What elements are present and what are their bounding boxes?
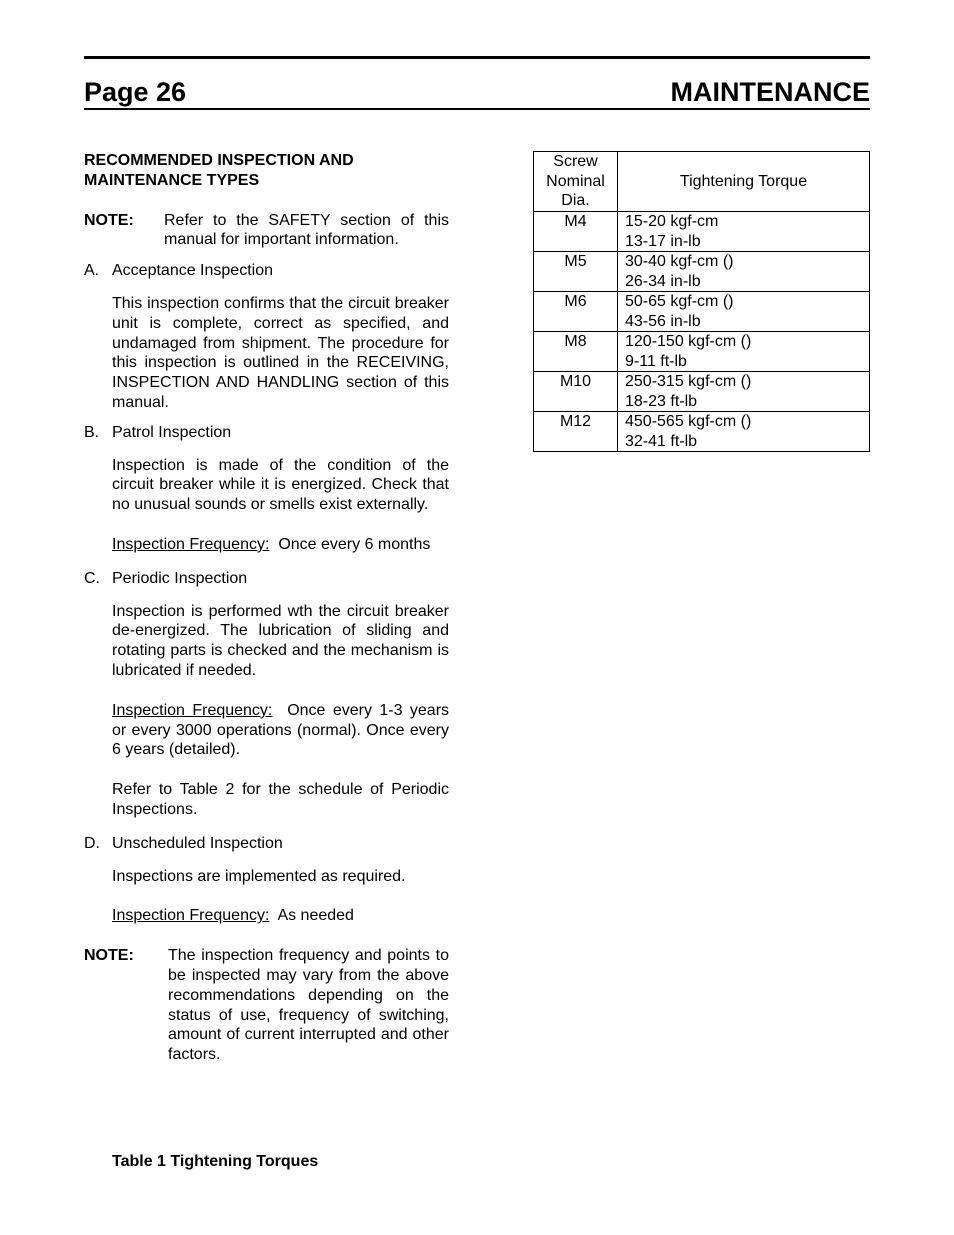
table-row — [534, 292, 870, 332]
periodic-table-reference: Refer to Table 2 for the schedule of Periodic Inspections. — [112, 781, 449, 818]
periodic-frequency: Inspection Frequency: Once every 1-3 years or every 3000 operations (normal). Once every 6 years (detailed). — [112, 701, 450, 759]
torque-cell: 15-20 kgf-cm 13-17 in-lb — [618, 212, 870, 252]
table-header-row — [534, 152, 870, 212]
table-row — [534, 332, 870, 372]
table-row — [534, 252, 870, 292]
screw-dia-cell: M6 — [534, 292, 618, 332]
screw-dia-cell: M4 — [534, 212, 618, 252]
screw-dia-cell: M10 — [534, 372, 618, 412]
torque-cell: 30-40 kgf-cm () 26-34 in-lb — [618, 252, 870, 292]
patrol-frequency: Inspection Frequency: Once every 6 months — [112, 535, 431, 553]
item-title: Acceptance Inspection — [112, 262, 273, 280]
table-row — [534, 412, 870, 452]
note-label: NOTE: — [84, 211, 134, 229]
safety-note — [84, 211, 449, 251]
note-label: NOTE: — [84, 947, 134, 965]
header-top-rule — [84, 56, 870, 59]
left-column — [84, 151, 449, 1076]
table-caption: Table 1 Tightening Torques — [112, 1153, 319, 1170]
torque-cell: 250-315 kgf-cm () 18-23 ft-lb — [618, 372, 870, 412]
torque-cell: 450-565 kgf-cm () 32-41 ft-lb — [618, 412, 870, 452]
frequency-note — [84, 946, 449, 1065]
item-title: Patrol Inspection — [112, 423, 232, 441]
unscheduled-body: Inspections are implemented as required. — [112, 867, 406, 885]
header-tightening-torque: Tightening Torque — [618, 152, 870, 212]
section-title: MAINTENANCE — [670, 77, 870, 107]
header-screw-dia: Screw Nominal Dia. — [534, 152, 618, 212]
item-title: Unscheduled Inspection — [112, 834, 283, 852]
torque-cell: 120-150 kgf-cm () 9-11 ft-lb — [618, 332, 870, 372]
item-acceptance-inspection: A. Acceptance Inspection — [84, 262, 273, 280]
periodic-body: Inspection is performed wth the circuit breaker de-energized. The lubrication of sliding and rotating parts is checked and the mechanism is lubricated if needed. — [112, 602, 449, 679]
section-heading: RECOMMENDED INSPECTION AND MAINTENANCE TYPES — [84, 152, 354, 189]
tightening-torque-table — [533, 151, 870, 452]
unscheduled-frequency: Inspection Frequency: As needed — [112, 907, 354, 925]
torque-cell: 50-65 kgf-cm () 43-56 in-lb — [618, 292, 870, 332]
table-row — [534, 212, 870, 252]
acceptance-body: This inspection confirms that the circuit breaker unit is complete, correct as specified, and undamaged from shipment. The procedure for this inspection is outlined in the RECEIVING, INSPECTION AND HANDLING section of this manual. — [112, 294, 449, 411]
page-number: Page 26 — [84, 77, 187, 107]
screw-dia-cell: M8 — [534, 332, 618, 372]
screw-dia-cell: M12 — [534, 412, 618, 452]
item-title: Periodic Inspection — [112, 569, 248, 587]
item-patrol-inspection: B. Patrol Inspection — [84, 423, 232, 441]
table-row — [534, 372, 870, 412]
header-bottom-rule — [84, 108, 870, 110]
item-periodic-inspection: C. Periodic Inspection — [84, 569, 248, 587]
note-text: Refer to the SAFETY section of this manual for important information. — [164, 211, 449, 249]
item-unscheduled-inspection: D. Unscheduled Inspection — [84, 834, 283, 852]
screw-dia-cell: M5 — [534, 252, 618, 292]
patrol-body: Inspection is made of the condition of the circuit breaker while it is energized. Check that no unusual sounds or smells exist externally. — [112, 456, 449, 514]
note-text: The inspection frequency and points to be inspected may vary from the above recommendations depending on the status of use, frequency of switching, amount of current interrupted and other factors. — [168, 947, 449, 1064]
